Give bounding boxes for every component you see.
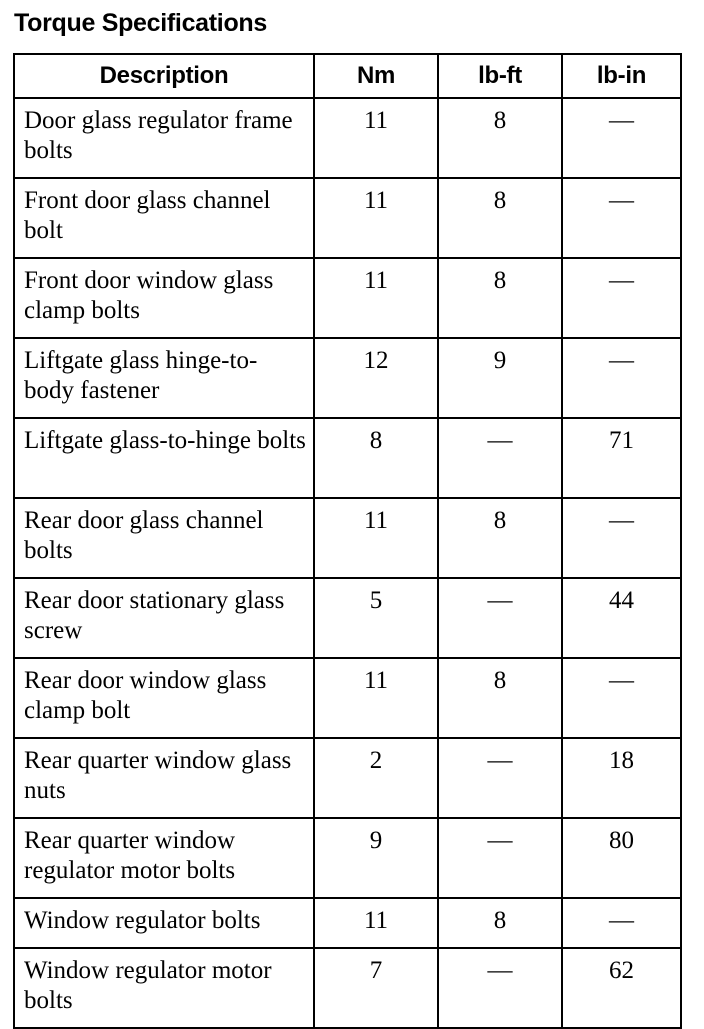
description-cell: Rear quarter window glass nuts [14, 738, 314, 818]
table-row [14, 258, 681, 338]
nm-cell: 9 [314, 818, 438, 898]
nm-cell: 11 [314, 898, 438, 948]
lb-ft-cell: — [438, 818, 562, 898]
table-row [14, 738, 681, 818]
nm-cell: 11 [314, 658, 438, 738]
table-row [14, 98, 681, 178]
lb-in-cell: 44 [562, 578, 681, 658]
table-row [14, 338, 681, 418]
description-cell: Rear quarter window regulator motor bolts [14, 818, 314, 898]
lb-in-cell: — [562, 338, 681, 418]
lb-ft-cell: 8 [438, 178, 562, 258]
nm-cell: 2 [314, 738, 438, 818]
description-cell: Liftgate glass hinge-to-body fastener [14, 338, 314, 418]
nm-cell: 5 [314, 578, 438, 658]
table-row [14, 178, 681, 258]
column-header-nm: Nm [314, 54, 438, 98]
lb-in-cell: 62 [562, 948, 681, 1028]
torque-spec-table [13, 53, 682, 1029]
lb-ft-cell: 8 [438, 258, 562, 338]
nm-cell: 11 [314, 498, 438, 578]
nm-cell: 11 [314, 258, 438, 338]
nm-cell: 8 [314, 418, 438, 498]
nm-cell: 7 [314, 948, 438, 1028]
page-title: Torque Specifications [14, 9, 268, 37]
lb-in-cell: — [562, 898, 681, 948]
table-row [14, 418, 681, 498]
lb-in-cell: — [562, 258, 681, 338]
table-row [14, 578, 681, 658]
lb-in-cell: — [562, 658, 681, 738]
lb-ft-cell: — [438, 578, 562, 658]
lb-ft-cell: 8 [438, 658, 562, 738]
table-row [14, 498, 681, 578]
lb-ft-cell: 8 [438, 898, 562, 948]
lb-in-cell: — [562, 178, 681, 258]
lb-ft-cell: — [438, 738, 562, 818]
lb-ft-cell: 8 [438, 98, 562, 178]
column-header-description: Description [14, 54, 314, 98]
table-header-row [14, 54, 681, 98]
lb-in-cell: 71 [562, 418, 681, 498]
description-cell: Window regulator motor bolts [14, 948, 314, 1028]
lb-in-cell: 18 [562, 738, 681, 818]
lb-in-cell: 80 [562, 818, 681, 898]
column-header-lb-ft: lb-ft [438, 54, 562, 98]
table-row [14, 818, 681, 898]
description-cell: Rear door window glass clamp bolt [14, 658, 314, 738]
description-cell: Rear door stationary glass screw [14, 578, 314, 658]
description-cell: Rear door glass channel bolts [14, 498, 314, 578]
description-cell: Front door window glass clamp bolts [14, 258, 314, 338]
lb-ft-cell: 8 [438, 498, 562, 578]
lb-ft-cell: — [438, 418, 562, 498]
description-cell: Liftgate glass-to-hinge bolts [14, 418, 314, 498]
description-cell: Front door glass channel bolt [14, 178, 314, 258]
lb-in-cell: — [562, 98, 681, 178]
column-header-lb-in: lb-in [562, 54, 681, 98]
lb-in-cell: — [562, 498, 681, 578]
description-cell: Door glass regulator frame bolts [14, 98, 314, 178]
lb-ft-cell: 9 [438, 338, 562, 418]
nm-cell: 12 [314, 338, 438, 418]
nm-cell: 11 [314, 178, 438, 258]
table-row [14, 658, 681, 738]
description-cell: Window regulator bolts [14, 898, 314, 948]
table-row [14, 898, 681, 948]
lb-ft-cell: — [438, 948, 562, 1028]
table-row [14, 948, 681, 1028]
nm-cell: 11 [314, 98, 438, 178]
